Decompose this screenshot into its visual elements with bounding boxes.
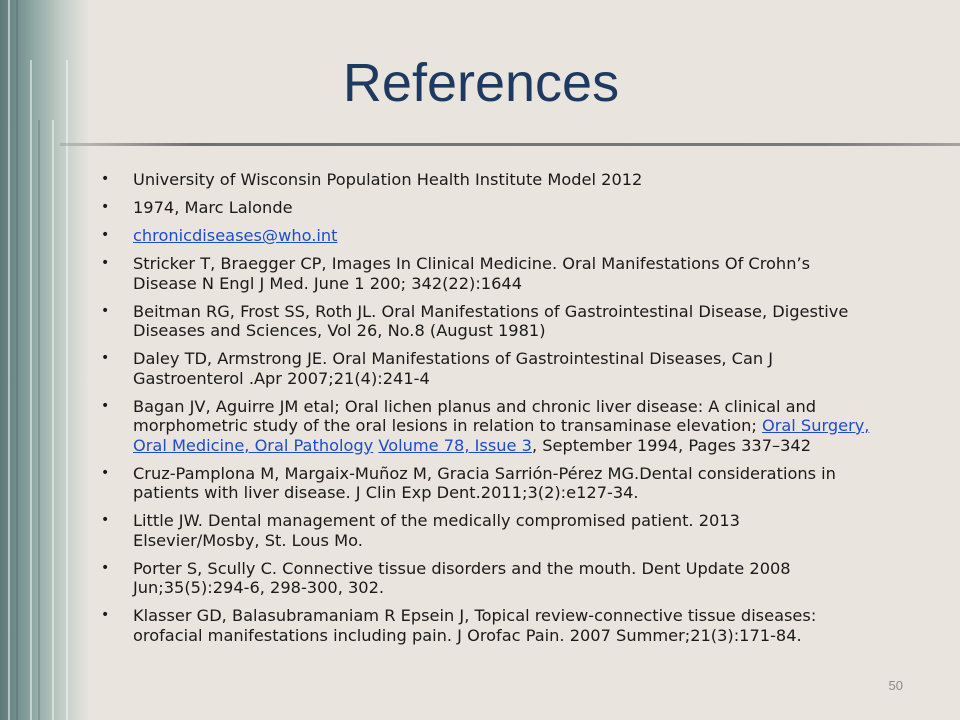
reference-item	[100, 198, 870, 218]
title-divider	[60, 143, 960, 146]
reference-item	[100, 464, 870, 503]
bullet-dot-icon: •	[101, 559, 110, 576]
references-list	[100, 170, 870, 654]
bullet-dot-icon: •	[101, 350, 110, 366]
slide-title	[0, 53, 960, 113]
reference-text: Cruz-Pamplona M, Margaix-Muñoz M, Gracia Sarrión-Pérez MG.Dental considerations in patients with liver disease. J Clin Exp Dent.2011;3(2):e127-34.	[133, 463, 836, 502]
reference-item	[100, 170, 870, 190]
reference-text: Bagan JV, Aguirre JM etal; Oral lichen planus and chronic liver disease: A clinical and morphometric study of the oral lesions in relation to transaminase elevation;	[133, 396, 817, 435]
bullet-dot-icon: •	[101, 397, 110, 414]
reference-item	[100, 511, 870, 550]
reference-text: Daley TD, Armstrong JE. Oral Manifestations of Gastrointestinal Diseases, Can J Gastroenterol .Apr 2007;21(4):241-4	[133, 349, 774, 388]
reference-item	[100, 397, 870, 456]
reference-item	[100, 254, 870, 293]
bullet-dot-icon: •	[101, 464, 110, 481]
reference-item	[100, 226, 870, 246]
reference-item	[100, 349, 870, 388]
bullet-dot-icon: •	[101, 227, 110, 243]
reference-text: Porter S, Scully C. Connective tissue disorders and the mouth. Dent Update 2008 Jun;35(5):294-6, 298-300, 302.	[133, 558, 791, 597]
band-stripe	[66, 60, 68, 720]
page-number: 50	[888, 678, 903, 693]
reference-text: Klasser GD, Balasubramaniam R Epsein J, Topical review-connective tissue diseases: orofacial manifestations including pain. J Orofac Pain. 2007 Summer;21(3):171-84.	[133, 606, 817, 645]
band-stripe	[38, 120, 40, 720]
bullet-dot-icon: •	[101, 199, 110, 215]
reference-item	[100, 606, 870, 645]
reference-link[interactable]: chronicdiseases@who.int	[133, 226, 338, 245]
reference-text: University of Wisconsin Population Health Institute Model 2012	[133, 170, 643, 189]
bullet-dot-icon: •	[101, 171, 110, 187]
reference-text: , September 1994, Pages 337–342	[531, 435, 812, 455]
reference-text: Stricker T, Braegger CP, Images In Clinical Medicine. Oral Manifestations Of Crohn’s Disease N Engl J Med. June 1 200; 342(22):1644	[133, 254, 811, 293]
reference-item	[100, 559, 870, 598]
band-stripe	[52, 120, 54, 720]
bullet-dot-icon: •	[101, 255, 110, 271]
reference-link[interactable]: Volume 78, Issue 3	[378, 435, 532, 455]
reference-link[interactable]: Oral Surgery, Oral Medicine, Oral Pathology	[133, 416, 870, 455]
reference-text: 1974, Marc Lalonde	[133, 198, 293, 217]
band-stripe	[30, 60, 32, 720]
reference-text: Beitman RG, Frost SS, Roth JL. Oral Manifestations of Gastrointestinal Disease, Digestive Diseases and Sciences, Vol 26, No.8 (August 1981)	[133, 301, 849, 340]
bullet-dot-icon: •	[101, 607, 110, 623]
bullet-dot-icon: •	[101, 302, 110, 319]
reference-item	[100, 302, 870, 341]
slide-title-text: References	[342, 53, 620, 113]
bullet-dot-icon: •	[101, 512, 110, 528]
reference-text: Little JW. Dental management of the medically compromised patient. 2013 Elsevier/Mosby, St. Lous Mo.	[133, 511, 740, 550]
